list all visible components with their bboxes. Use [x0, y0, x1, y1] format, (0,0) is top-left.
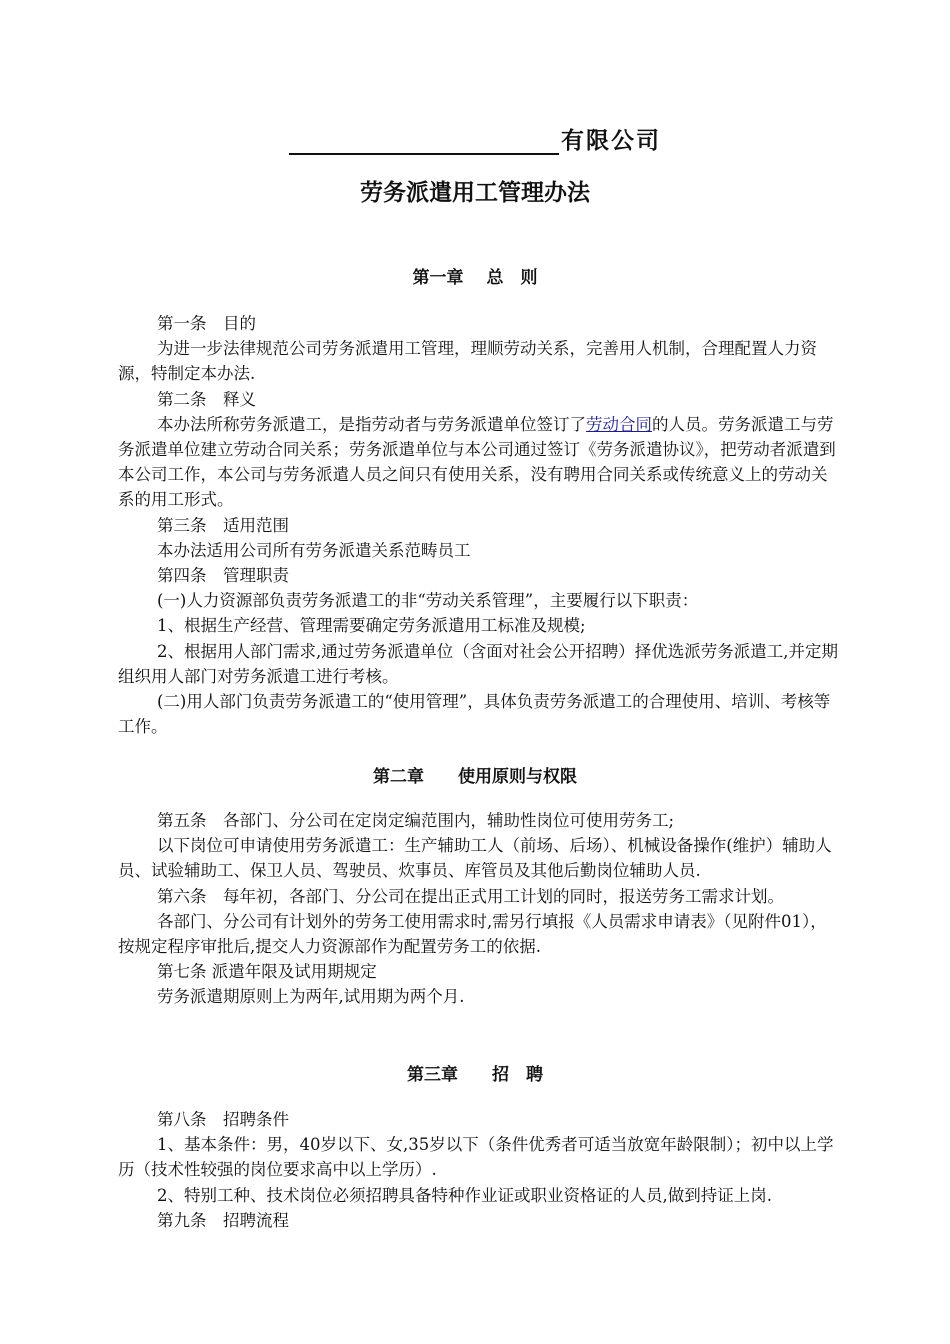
article-3-text: 本办法适用公司所有劳务派遣关系范畴员工: [157, 540, 471, 560]
article-8-para-2: 2、特别工种、技术岗位必须招聘具备特种作业证或职业资格证的人员,做到持证上岗.: [157, 1185, 772, 1205]
company-suffix: 有限公司: [561, 128, 661, 154]
chapter-3-body: [118, 1107, 840, 1233]
article-5-text: 以下岗位可申请使用劳务派遣工：生产辅助工人（前场、后场）、机械设备操作(维护）辅助人员、试验辅助工、保卫人员、驾驶员、炊事员、库管员及其他后勤岗位辅助人员.: [118, 836, 832, 881]
article-7-title: 第七条 派遣年限及试用期规定: [157, 962, 377, 982]
chapter-2-body: [118, 808, 840, 1010]
article-2-title: 第二条 释义: [157, 389, 256, 409]
article-5-title: 第五条 各部门、分公司在定岗定编范围内，辅助性岗位可使用劳务工;: [157, 811, 675, 830]
article-6-text: 各部门、分公司有计划外的劳务工使用需求时,需另行填报《人员需求申请表》（见附件01），按规定程序审批后,提交人力资源部作为配置劳务工的依据.: [118, 911, 827, 957]
article-9-title: 第九条 招聘流程: [157, 1210, 289, 1230]
article-3-title: 第三条 适用范围: [157, 515, 289, 535]
article-1-text: 为进一步法律规范公司劳务派遣用工管理，理顺劳动关系，完善用人机制，合理配置人力资源，特制定本办法.: [118, 339, 817, 384]
chapter-1-body: [118, 311, 840, 739]
company-name-blank[interactable]: [289, 129, 559, 155]
article-4-title: 第四条 管理职责: [157, 566, 289, 586]
article-2-text: 本办法所称劳务派遣工，是指劳动者与劳务派遣单位签订了劳动合同的人员。劳务派遣工与劳务派遣单位建立劳动合同关系；劳务派遣单位与本公司通过签订《劳务派遣协议》，把劳动者派遣到本公司工作，本公司与劳务派遣人员之间只有使用关系，没有聘用合同关系或传统意义上的劳动关系的用工形式。: [118, 414, 836, 510]
article-4-para-2: 1、根据生产经营、管理需要确定劳务派遣用工标准及规模;: [157, 616, 586, 636]
article-4-para-3: 2、根据用人部门需求,通过劳务派遣单位（含面对社会公开招聘）择优选派劳务派遣工,并定期组织用人部门对劳务派遣工进行考核。: [118, 641, 838, 686]
document-title: 劳务派遣用工管理办法: [360, 180, 590, 206]
article-8-title: 第八条 招聘条件: [157, 1110, 289, 1129]
chapter-3-heading: 第三章 招 聘: [407, 1065, 543, 1085]
article-7-text: 劳务派遣期原则上为两年,试用期为两个月.: [157, 987, 465, 1007]
article-4-para-4: (二)用人部门负责劳务派遣工的“使用管理”，具体负责劳务派遣工的合理使用、培训、考核等工作。: [118, 692, 831, 737]
article-1-title: 第一条 目的: [157, 314, 256, 333]
chapter-2-heading: 第二章 使用原则与权限: [373, 767, 577, 787]
article-4-para-1: (一)人力资源部负责劳务派遣工的非“劳动关系管理”，主要履行以下职责：: [157, 591, 699, 611]
article-6-title: 第六条 每年初，各部门、分公司在提出正式用工计划的同时，报送劳务工需求计划。: [157, 886, 784, 906]
company-name-line: [0, 122, 950, 155]
article-8-para-1: 1、基本条件：男，40岁以下、女,35岁以下（条件优秀者可适当放宽年龄限制）；初中以上学历（技术性较强的岗位要求高中以上学历）.: [118, 1135, 834, 1180]
chapter-1-heading: 第一章 总 则: [412, 268, 538, 288]
labor-contract-link[interactable]: 劳动合同: [586, 414, 652, 434]
